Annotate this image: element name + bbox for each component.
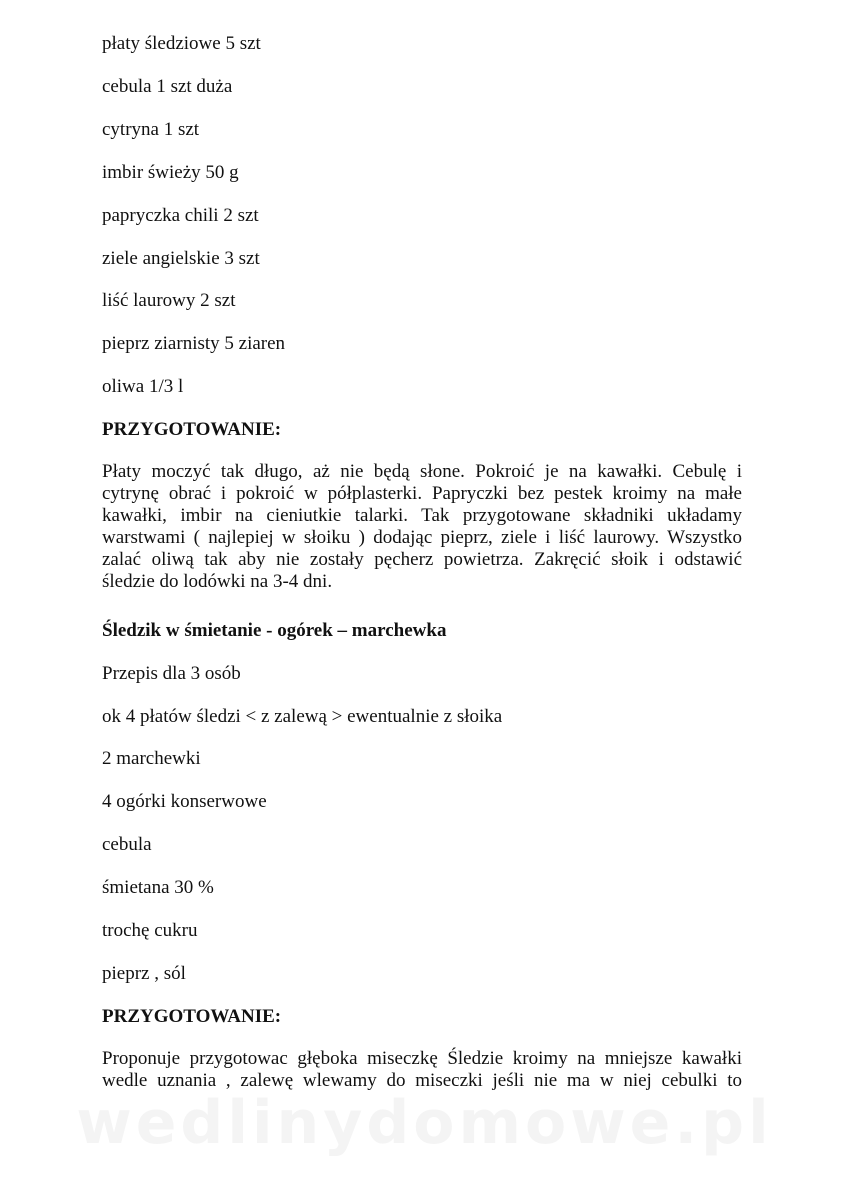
preparation-paragraph <box>102 461 742 593</box>
ingredient-line: płaty śledziowe 5 szt <box>102 33 261 54</box>
ingredient-line: liść laurowy 2 szt <box>102 290 236 311</box>
ingredient-line: śmietana 30 % <box>102 877 214 898</box>
paragraph-line: śledzie do lodówki na 3-4 dni. <box>102 571 333 592</box>
preparation-paragraph <box>102 1048 742 1092</box>
paragraph-line: kawałki, imbir na cieniutkie talarki. Tak przygotowane składniki układamy <box>102 505 742 526</box>
ingredient-line: oliwa 1/3 l <box>102 376 184 397</box>
ingredient-line: ok 4 płatów śledzi < z zalewą > ewentualnie z słoika <box>102 706 503 727</box>
ingredient-line: ziele angielskie 3 szt <box>102 248 260 269</box>
preparation-heading: PRZYGOTOWANIE: <box>102 1006 282 1027</box>
ingredient-line: cytryna 1 szt <box>102 119 200 140</box>
ingredient-line: trochę cukru <box>102 920 198 941</box>
recipe-title: Śledzik w śmietanie - ogórek – marchewka <box>102 620 447 641</box>
paragraph-line: zalać oliwą tak aby nie zostały pęcherz powietrza. Zakręcić słoik i odstawić <box>102 549 742 570</box>
ingredient-line: papryczka chili 2 szt <box>102 205 259 226</box>
ingredient-line: 2 marchewki <box>102 748 201 769</box>
ingredient-line: pieprz , sól <box>102 963 186 984</box>
recipe-servings: Przepis dla 3 osób <box>102 663 241 684</box>
paragraph-line: wedle uznania , zalewę wlewamy do miseczki jeśli nie ma w niej cebulki to <box>102 1070 742 1091</box>
watermark: wedlinydomowe.pl <box>76 1088 773 1158</box>
paragraph-line: cytrynę obrać i pokroić w półplasterki. Papryczki bez pestek kroimy na małe <box>102 483 742 504</box>
preparation-heading: PRZYGOTOWANIE: <box>102 419 282 440</box>
ingredient-line: pieprz ziarnisty 5 ziaren <box>102 333 286 354</box>
ingredient-line: cebula 1 szt duża <box>102 76 233 97</box>
ingredient-line: imbir świeży 50 g <box>102 162 239 183</box>
paragraph-line: warstwami ( najlepiej w słoiku ) dodając pieprz, ziele i liść laurowy. Wszystko <box>102 527 742 548</box>
paragraph-line: Płaty moczyć tak długo, aż nie będą słone. Pokroić je na kawałki. Cebulę i <box>102 461 742 482</box>
ingredient-line: 4 ogórki konserwowe <box>102 791 267 812</box>
ingredient-line: cebula <box>102 834 152 855</box>
paragraph-line: Proponuje przygotowac głęboka miseczkę Śledzie kroimy na mniejsze kawałki <box>102 1048 742 1069</box>
